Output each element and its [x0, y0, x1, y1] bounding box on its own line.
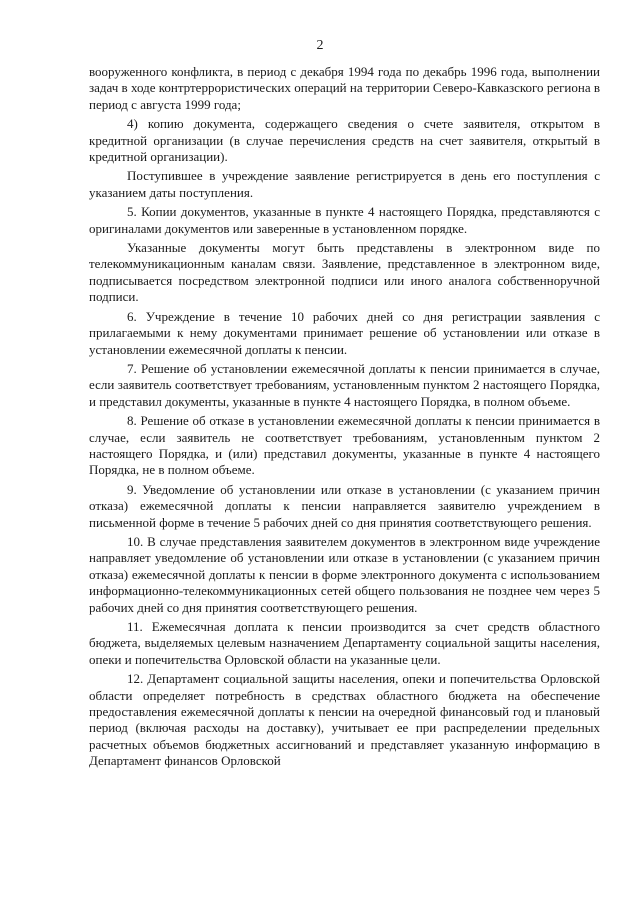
page-number: 2 [316, 38, 324, 53]
paragraph-8: 8. Решение об отказе в установлении ежемесячной доплаты к пенсии принимается в случае, если заявитель не соответствует требованиям, установленным пунктом 2 настоящего Порядка, и (или) представил документы, указанные в пункте 4 настоящего Порядка, не в полном объеме. [89, 413, 600, 478]
paragraph-10: 10. В случае представления заявителем документов в электронном виде учреждение направляет уведомление об установлении или отказе в установлении (с указанием причин отказа) ежемесячной доплаты к пенсии в форме электронного документа с использованием информационно-телекоммуникационных сетей общего пользования не позднее чем через 5 рабочих дней со дня принятия соответствующего решения. [89, 533, 600, 615]
paragraph-12: 12. Департамент социальной защиты населения, опеки и попечительства Орловской области определяет потребность в средствах областного бюджета на обеспечение предоставления ежемесячной доплаты к пенсии на очередной финансовый год и плановый период (включая расходы на доставку), учитывает ее при распределении предельных расчетных объемов бюджетных ассигнований и представляет указанную информацию в Департамент финансов Орловской [89, 671, 600, 769]
paragraph-registration: Поступившее в учреждение заявление регистрируется в день его поступления с указанием даты поступления. [89, 168, 600, 200]
paragraph-item-4: 4) копию документа, содержащего сведения о счете заявителя, открытом в кредитной организации (в случае перечисления средств на счет заявителя, открытый в кредитной организации). [89, 116, 600, 165]
paragraph-electronic-submission: Указанные документы могут быть представлены в электронном виде по телекоммуникационным каналам связи. Заявление, представленное в электронном виде, подписывается посредством электронной подписи или иного аналога собственноручной подписи. [89, 240, 600, 305]
document-body [89, 64, 600, 770]
paragraph-continuation: вооруженного конфликта, в период с декабря 1994 года по декабрь 1996 года, выполнении задач в ходе контртеррористических операций на территории Северо-Кавказского региона в период с августа 1999 года; [89, 64, 600, 112]
paragraph-6: 6. Учреждение в течение 10 рабочих дней со дня регистрации заявления с прилагаемыми к нему документами принимает решение об установлении или отказе в установлении ежемесячной доплаты к пенсии. [89, 308, 600, 357]
paragraph-5: 5. Копии документов, указанные в пункте 4 настоящего Порядка, представляются с оригиналами документов или заверенные в установленном порядке. [89, 204, 600, 236]
paragraph-7: 7. Решение об установлении ежемесячной доплаты к пенсии принимается в случае, если заявитель соответствует требованиям, установленным пунктом 2 настоящего Порядка, и представил документы, указанные в пункте 4 настоящего Порядка, в полном объеме. [89, 360, 600, 409]
paragraph-11: 11. Ежемесячная доплата к пенсии производится за счет средств областного бюджета, выделяемых целевым назначением Департаменту социальной защиты населения, опеки и попечительства Орловской области на указанные цели. [89, 619, 600, 667]
paragraph-9: 9. Уведомление об установлении или отказе в установлении (с указанием причин отказа) ежемесячной доплаты к пенсии направляется заявителю учреждением в письменной форме в течение 5 рабочих дней со дня принятия соответствующего решения. [89, 481, 600, 530]
